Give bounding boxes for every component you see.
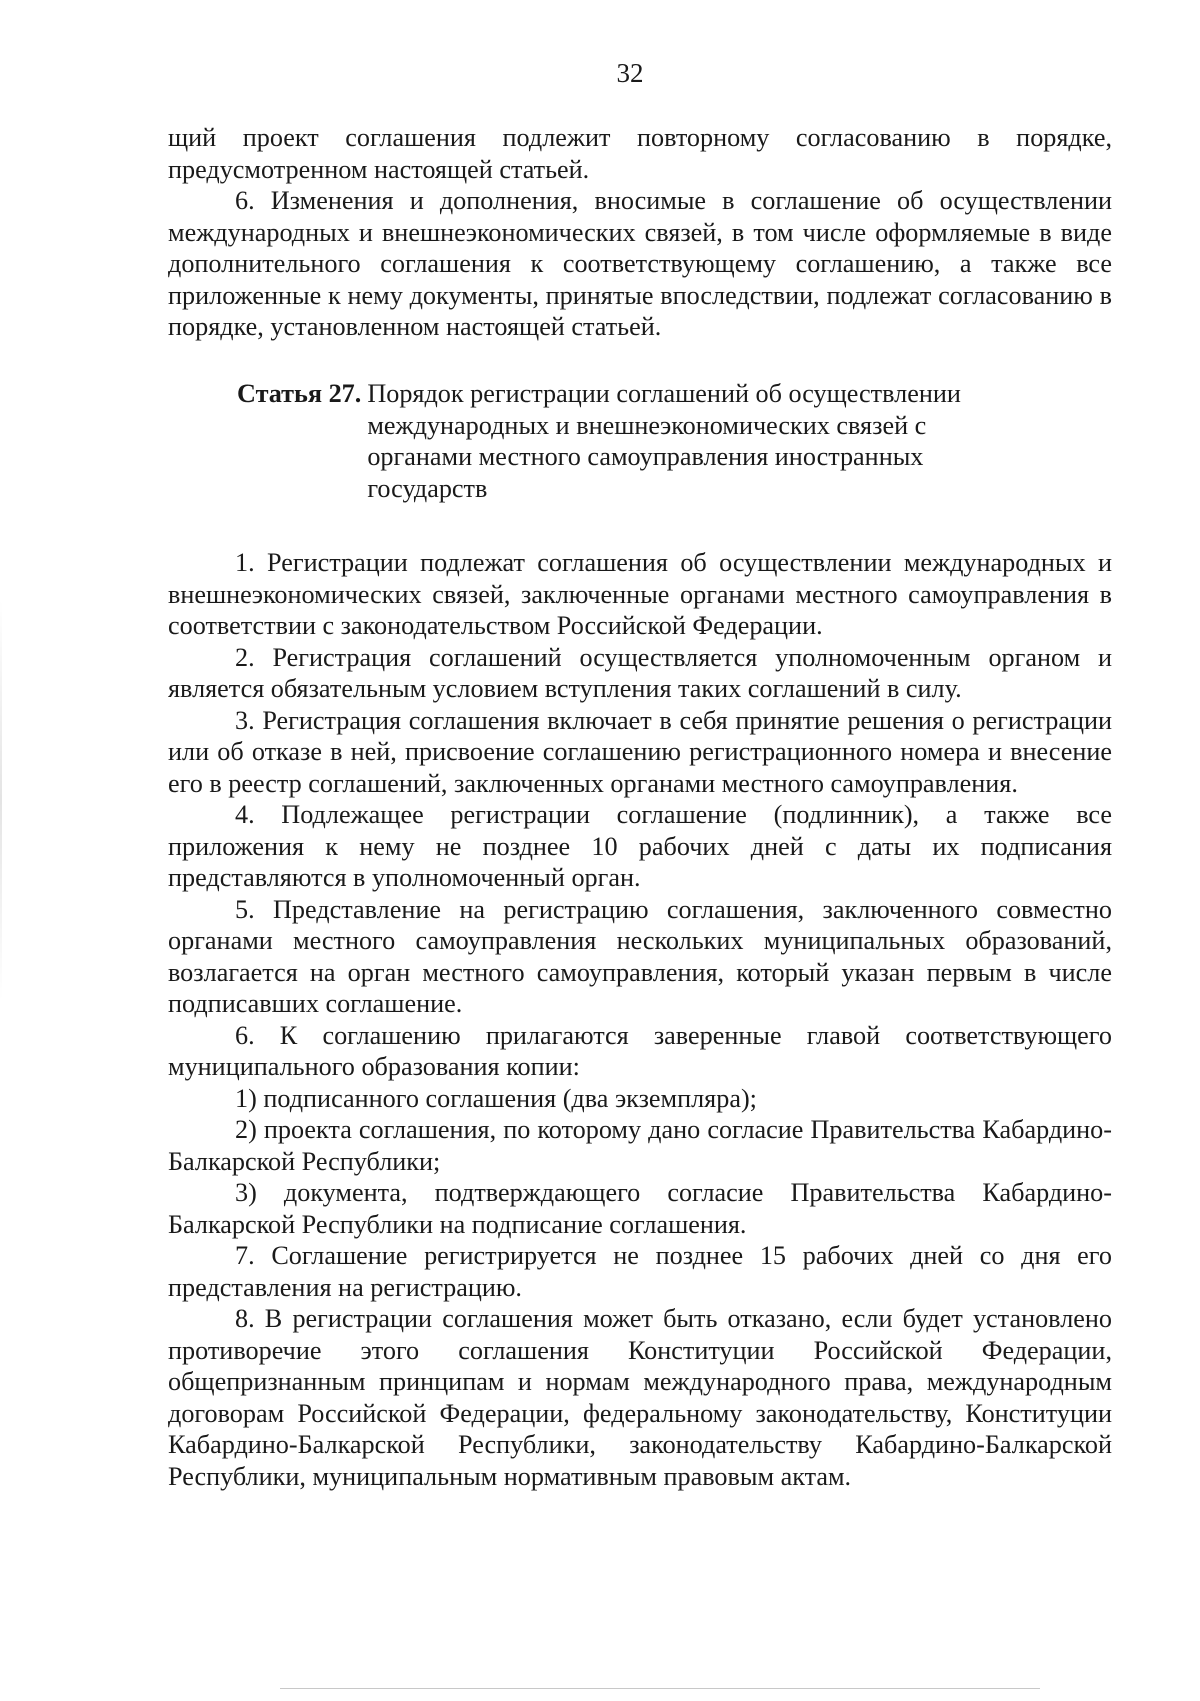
paragraph: 1. Регистрации подлежат соглашения об осуществлении международных и внешнеэкономических связей, заключенные органами местного самоуправления в соответствии с законодательством Российской Федерации. — [168, 548, 1112, 640]
list-item: 1) подписанного соглашения (два экземпляра); — [235, 1083, 757, 1113]
list-item: 2) проекта соглашения, по которому дано согласие Правительства Кабардино-Балкарской Республики; — [168, 1115, 1112, 1176]
scan-edge-shadow — [0, 600, 2, 1000]
page-number: 32 — [616, 58, 644, 88]
paragraph: 6. К соглашению прилагаются заверенные главой соответствующего муниципального образования копии: — [168, 1020, 1112, 1081]
paragraph: 6. Изменения и дополнения, вносимые в соглашение об осуществлении международных и внешнеэкономических связей, в том числе оформляемые в виде дополнительного соглашения к соответствующему соглашению, а также все приложенные к нему документы, принятые впоследствии, подлежат согласованию в порядке, установленном настоящей статьей. — [168, 186, 1112, 341]
article-label: Статья 27. — [237, 379, 362, 408]
scan-bottom-line — [280, 1688, 1040, 1689]
intro-text — [168, 122, 1112, 343]
paragraph: 8. В регистрации соглашения может быть отказано, если будет установлено противоречие этого соглашения Конституции Российской Федерации, общепризнанным принципам и нормам международного права, международным договорам Российской Федерации, федеральному законодательству, Конституции Кабардино-Балкарской Республики, законодательству Кабардино-Балкарской Республики, муниципальным нормативным правовым актам. — [168, 1304, 1112, 1491]
paragraph-continuation: щий проект соглашения подлежит повторному согласованию в порядке, предусмотренном настоящей статьей. — [168, 123, 1112, 184]
paragraph: 3. Регистрация соглашения включает в себя принятие решения о регистрации или об отказе в ней, присвоение соглашению регистрационного номера и внесение его в реестр соглашений, заключенных органами местного самоуправления. — [168, 705, 1112, 798]
paragraph: 5. Представление на регистрацию соглашения, заключенного совместно органами местного самоуправления нескольких муниципальных образований, возлагается на орган местного самоуправления, который указан первым в числе подписавших соглашение. — [168, 894, 1112, 1018]
paragraph: 4. Подлежащее регистрации соглашение (подлинник), а также все приложения к нему не позднее 10 рабочих дней с даты их подписания представляются в уполномоченный орган. — [168, 800, 1112, 892]
paragraph: 7. Соглашение регистрируется не позднее 15 рабочих дней со дня его представления на регистрацию. — [168, 1241, 1112, 1302]
article-body — [168, 547, 1112, 1492]
article-title: Порядок регистрации соглашений об осуществлении международных и внешнеэкономических связей с органами местного самоуправления иностранных государств — [367, 379, 961, 503]
article-heading — [237, 378, 1057, 504]
paragraph: 2. Регистрация соглашений осуществляется уполномоченным органом и является обязательным условием вступления таких соглашений в силу. — [168, 642, 1112, 703]
list-item: 3) документа, подтверждающего согласие Правительства Кабардино-Балкарской Республики на подписание соглашения. — [168, 1178, 1112, 1239]
